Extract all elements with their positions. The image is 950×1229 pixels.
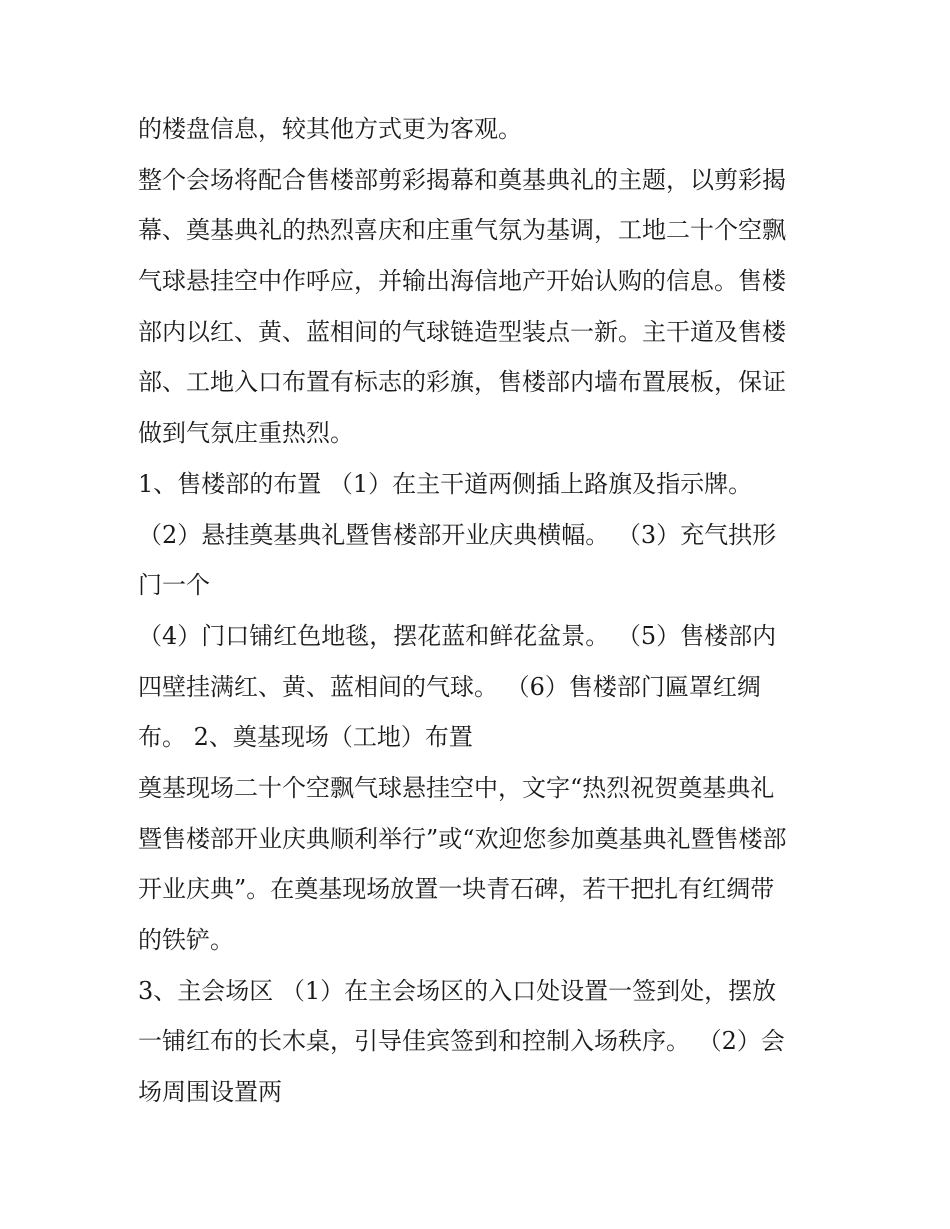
text-line: 四壁挂满红、黄、蓝相间的气球。 （6）售楼部门匾罩红绸 (138, 672, 761, 701)
text-line: 奠基现场二十个空飘气球悬挂空中，文字“热烈祝贺奠基典礼 (138, 773, 775, 802)
text-line: 幕、奠基典礼的热烈喜庆和庄重气氛为基调，工地二十个空飘 (138, 216, 786, 245)
text-line: （2）悬挂奠基典礼暨售楼部开业庆典横幅。 （3）充气拱形 (138, 520, 777, 549)
text-line: 部、工地入口布置有标志的彩旗，售楼部内墙布置展板，保证 (138, 368, 786, 397)
text-line: 的楼盘信息，较其他方式更为客观。 (138, 115, 522, 143)
text-line: 一铺红布的长木桌，引导佳宾签到和控制入场秩序。 （2）会 (138, 1027, 785, 1056)
text-line: 1、售楼部的布置 （1）在主干道两侧插上路旗及指示牌。 (138, 469, 753, 498)
text-line: 部内以红、黄、蓝相间的气球链造型装点一新。主干道及售楼 (138, 317, 786, 346)
text-line: 门一个 (138, 571, 210, 600)
text-line: 暨售楼部开业庆典顺利举行”或“欢迎您参加奠基典礼暨售楼部 (138, 824, 787, 853)
text-line: 的铁铲。 (138, 926, 234, 954)
text-line: 做到气氛庄重热烈。 (138, 419, 354, 448)
text-line: （4）门口铺红色地毯，摆花蓝和鲜花盆景。 （5）售楼部内 (138, 621, 777, 650)
text-line: 整个会场将配合售楼部剪彩揭幕和奠基典礼的主题，以剪彩揭 (138, 165, 786, 194)
text-line: 开业庆典”。在奠基现场放置一块青石碑，若干把扎有红绸带 (138, 875, 775, 904)
text-line: 3、主会场区 （1）在主会场区的入口处设置一签到处，摆放 (138, 976, 777, 1005)
text-line: 场周围设置两 (138, 1078, 282, 1107)
text-line: 布。 2、奠基现场（工地）布置 (138, 723, 473, 752)
document-body (138, 104, 828, 1118)
text-line: 气球悬挂空中作呼应，并输出海信地产开始认购的信息。售楼 (138, 267, 786, 296)
